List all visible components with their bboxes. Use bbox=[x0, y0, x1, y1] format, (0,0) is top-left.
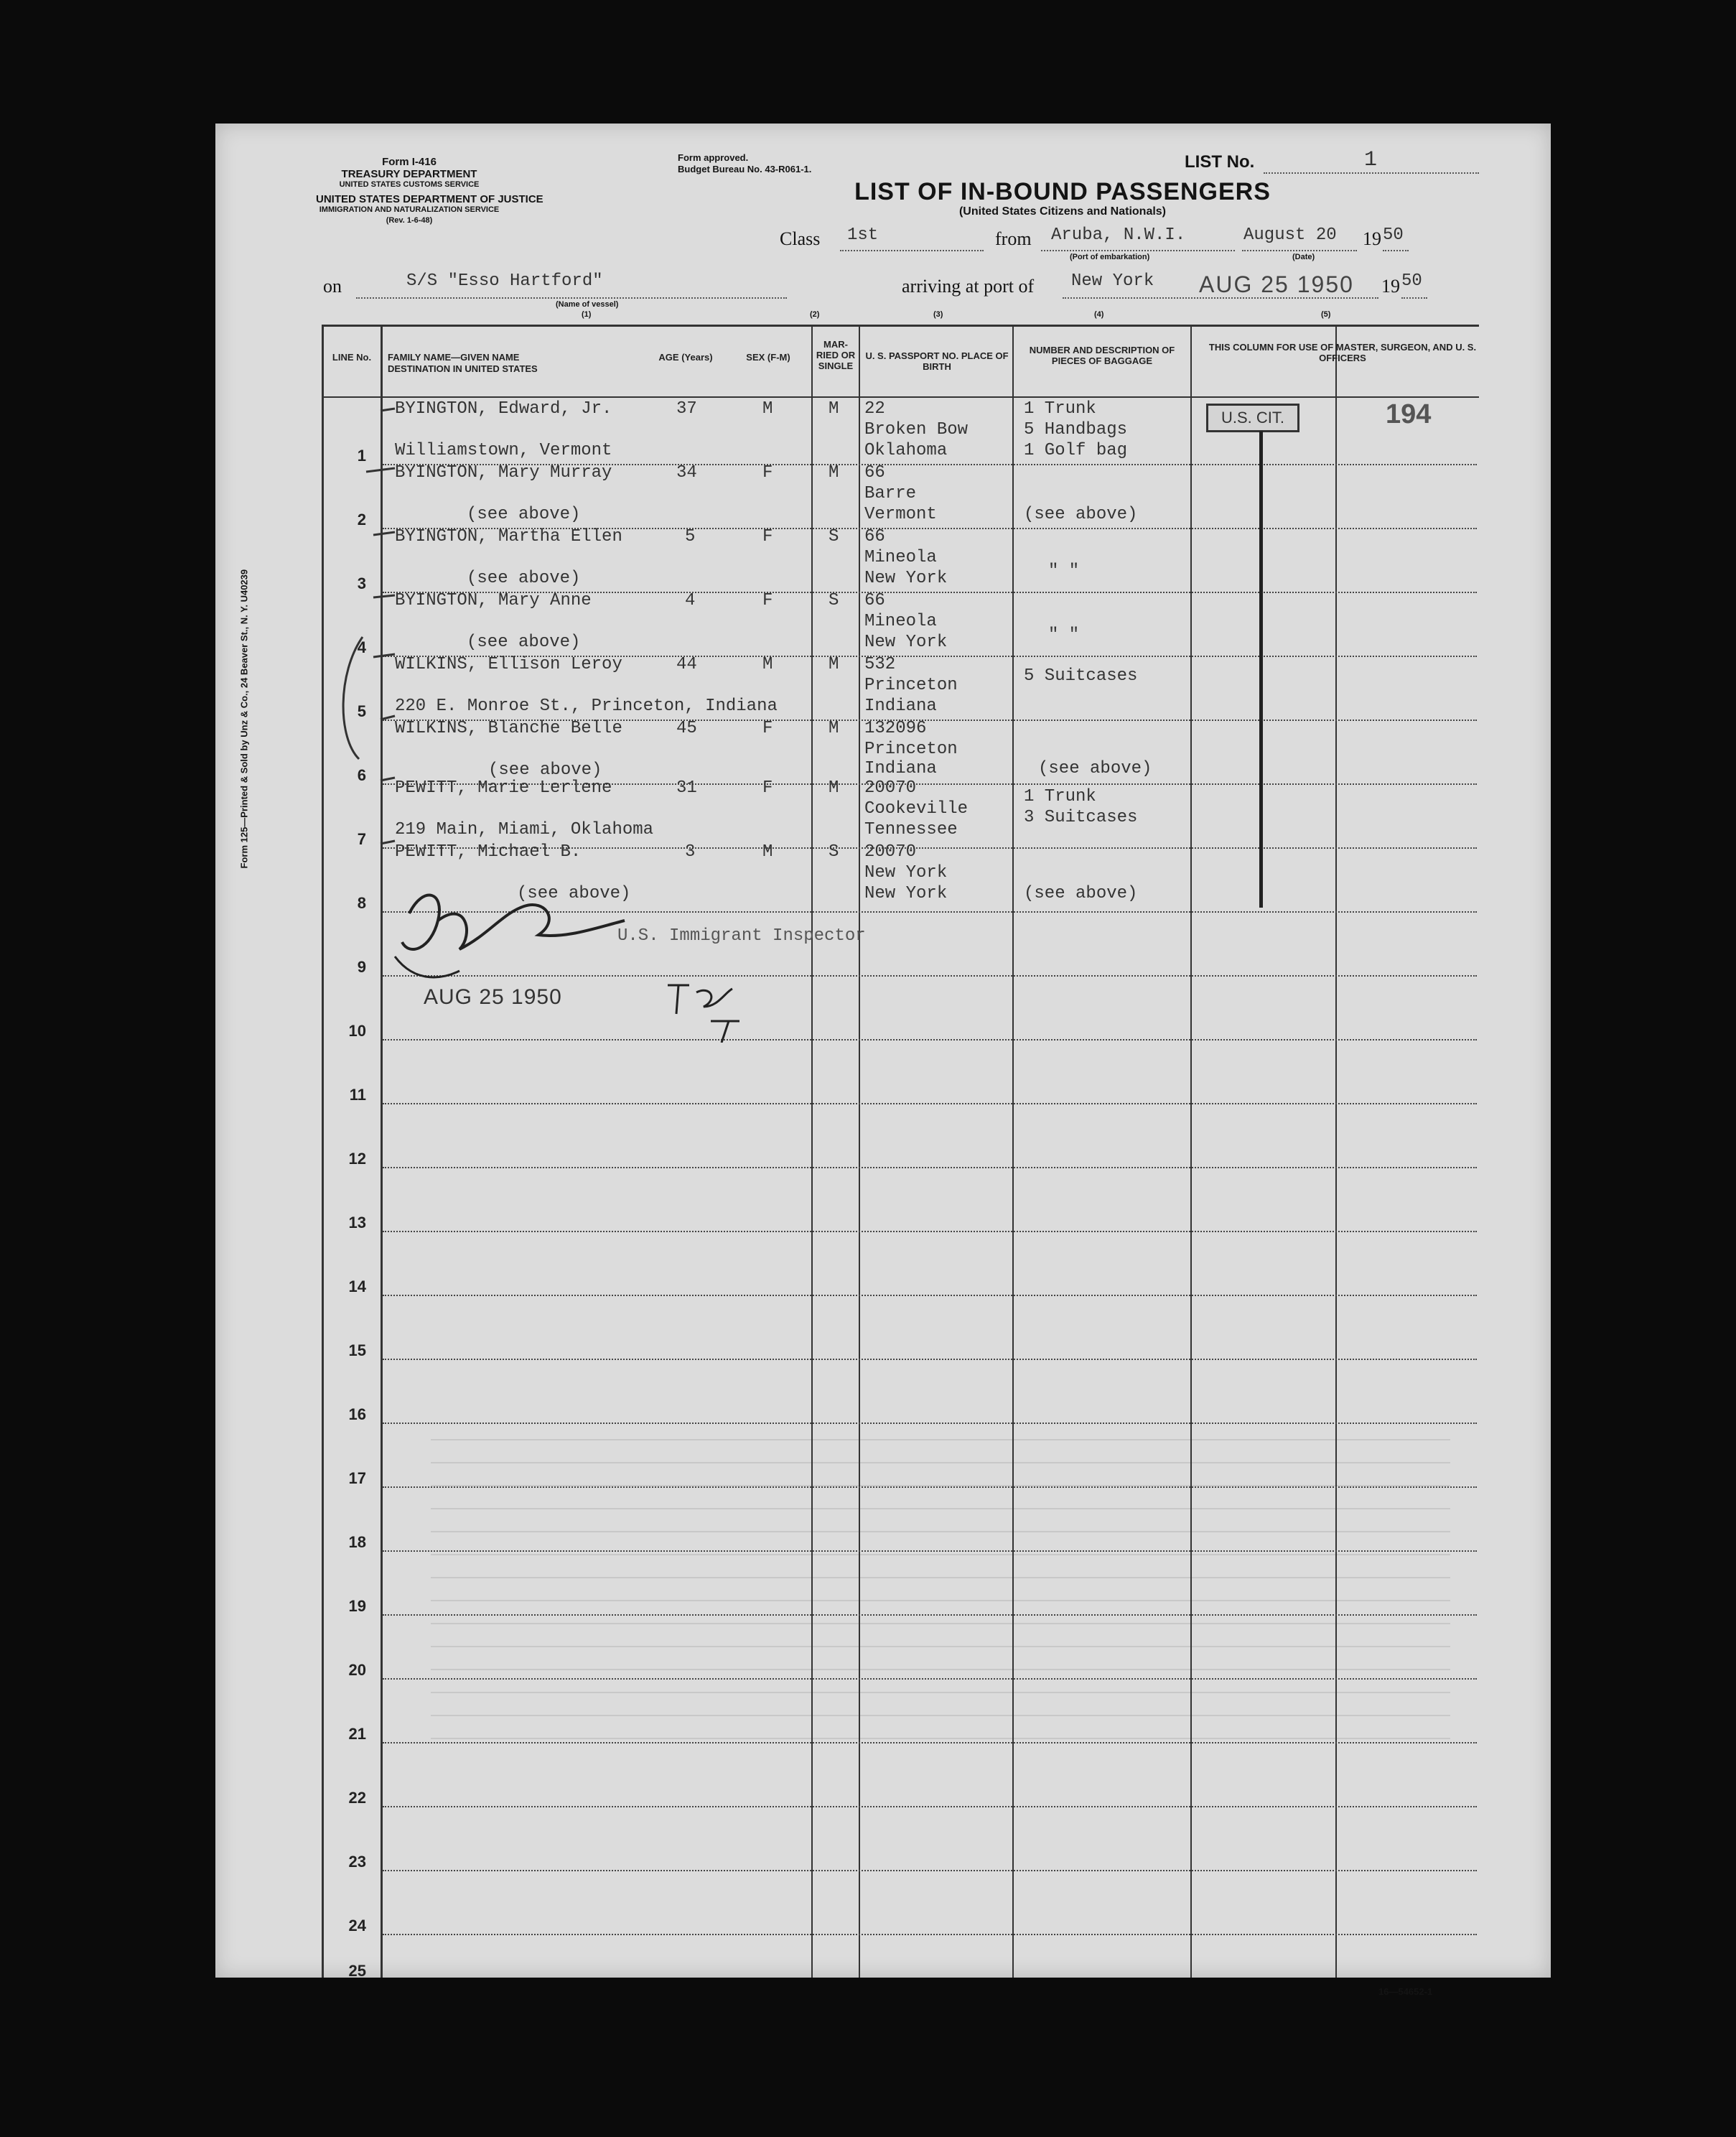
passenger-name: WILKINS, Blanche Belle bbox=[395, 719, 622, 738]
line-number: 24 bbox=[348, 1917, 366, 1935]
passenger-name: PEWITT, Marie Lerlene bbox=[395, 778, 612, 798]
passport-no: 532 bbox=[864, 655, 896, 674]
line-number: 23 bbox=[348, 1853, 366, 1871]
row-line bbox=[383, 1231, 1477, 1232]
line-number: 19 bbox=[348, 1597, 366, 1615]
line-number: 11 bbox=[349, 1086, 366, 1104]
passenger-destination: (see above) bbox=[467, 633, 581, 652]
line-number: 9 bbox=[357, 958, 366, 976]
arriving-label: arriving at port of bbox=[902, 276, 1035, 297]
from-field bbox=[1041, 225, 1235, 251]
footer-code: 16—54652-1 bbox=[1378, 1986, 1433, 1997]
arrival-field bbox=[1063, 271, 1378, 299]
passport-no: 20070 bbox=[864, 842, 917, 862]
passenger-sex: F bbox=[762, 463, 773, 483]
passenger-destination: Williamstown, Vermont bbox=[395, 441, 612, 460]
line-number: 12 bbox=[348, 1150, 366, 1168]
vessel-caption: (Name of vessel) bbox=[556, 300, 619, 309]
list-no-label: LIST No. bbox=[1185, 152, 1255, 172]
line-number: 21 bbox=[348, 1725, 366, 1743]
row-line bbox=[383, 1934, 1477, 1935]
passenger-name: BYINGTON, Edward, Jr. bbox=[395, 399, 612, 419]
passenger-destination: 220 E. Monroe St., Princeton, Indiana bbox=[395, 697, 778, 716]
passenger-sex: F bbox=[762, 719, 773, 738]
line-number: 3 bbox=[357, 574, 366, 592]
year-field bbox=[1383, 225, 1409, 251]
passenger-age: 31 bbox=[676, 778, 697, 798]
line-number: 4 bbox=[357, 638, 366, 656]
col-header-line: LINE No. bbox=[332, 352, 372, 363]
birth-place-city: Mineola bbox=[864, 548, 937, 567]
birth-place-city: Princeton bbox=[864, 676, 958, 695]
year-prefix: 19 bbox=[1363, 228, 1381, 249]
passenger-marital: S bbox=[829, 842, 839, 862]
passenger-name: PEWITT, Michael B. bbox=[395, 842, 582, 862]
justice-dept: UNITED STATES DEPARTMENT OF JUSTICE bbox=[316, 193, 543, 205]
birth-place-city: Mineola bbox=[864, 612, 937, 631]
line-number: 5 bbox=[357, 702, 366, 720]
passport-no: 22 bbox=[864, 399, 885, 419]
inspector-title: U.S. Immigrant Inspector bbox=[617, 926, 866, 946]
year2-value: 50 bbox=[1401, 271, 1422, 291]
col-num-1: (1) bbox=[582, 310, 592, 319]
row-line bbox=[383, 1167, 1477, 1168]
passenger-age: 3 bbox=[685, 842, 696, 862]
col-header-married: MAR- RIED OR SINGLE bbox=[816, 339, 856, 371]
passenger-marital: S bbox=[829, 591, 839, 610]
line-number: 8 bbox=[357, 894, 366, 912]
line-number: 18 bbox=[348, 1533, 366, 1551]
line-number: 20 bbox=[348, 1661, 366, 1679]
row-line bbox=[383, 1359, 1477, 1360]
passenger-age: 45 bbox=[676, 719, 697, 738]
row-line bbox=[383, 1806, 1477, 1807]
row-line bbox=[383, 1039, 1477, 1040]
on-label: on bbox=[323, 276, 342, 297]
baggage-line: 3 Suitcases bbox=[1024, 808, 1138, 827]
passenger-age: 37 bbox=[676, 399, 697, 419]
class-value: 1st bbox=[847, 225, 879, 245]
line-number: 14 bbox=[348, 1277, 366, 1295]
passenger-destination: (see above) bbox=[517, 884, 631, 903]
header-bottom-border bbox=[322, 396, 1479, 398]
passenger-destination: (see above) bbox=[467, 505, 581, 524]
line-number: 16 bbox=[348, 1405, 366, 1423]
col-header-passport: U. S. PASSPORT NO. PLACE OF BIRTH bbox=[865, 350, 1009, 372]
passenger-marital: S bbox=[829, 527, 839, 546]
passenger-marital: M bbox=[829, 399, 839, 419]
class-label: Class bbox=[780, 228, 821, 249]
col-num-3: (3) bbox=[933, 310, 943, 319]
birth-place-state: Oklahoma bbox=[864, 441, 948, 460]
date-value: August 20 bbox=[1243, 225, 1337, 245]
birth-place-city: Cookeville bbox=[864, 799, 969, 819]
baggage-line: 1 Golf bag bbox=[1024, 441, 1128, 460]
baggage-line: 5 Handbags bbox=[1024, 420, 1128, 439]
table-top-border bbox=[322, 325, 1479, 327]
passenger-name: BYINGTON, Mary Murray bbox=[395, 463, 612, 483]
line-number: 10 bbox=[348, 1022, 366, 1040]
budget-bureau: Budget Bureau No. 43-R061-1. bbox=[678, 164, 812, 174]
passenger-sex: F bbox=[762, 527, 773, 546]
line-number: 25 bbox=[348, 1962, 366, 1980]
passport-no: 66 bbox=[864, 527, 885, 546]
passenger-sex: F bbox=[762, 778, 773, 798]
from-value: Aruba, N.W.I. bbox=[1051, 225, 1186, 245]
list-no-value: 1 bbox=[1364, 148, 1378, 172]
port-embark-caption: (Port of embarkation) bbox=[1070, 253, 1150, 261]
year-value: 50 bbox=[1383, 225, 1404, 245]
passenger-age: 5 bbox=[685, 527, 696, 546]
passenger-sex: F bbox=[762, 591, 773, 610]
year2-prefix: 19 bbox=[1381, 276, 1400, 297]
baggage-line: (see above) bbox=[1024, 884, 1138, 903]
passenger-marital: M bbox=[829, 655, 839, 674]
list-no-field bbox=[1264, 148, 1479, 174]
birth-place-state: Tennessee bbox=[864, 820, 958, 839]
row-line bbox=[383, 1103, 1477, 1104]
form-title: LIST OF IN-BOUND PASSENGERS bbox=[854, 178, 1271, 205]
form-number: Form I-416 bbox=[382, 156, 437, 168]
baggage-line: (see above) bbox=[1038, 759, 1152, 778]
passenger-list-document bbox=[215, 124, 1551, 1997]
col-num-2: (2) bbox=[810, 310, 820, 319]
col-header-baggage: NUMBER AND DESCRIPTION OF PIECES OF BAGGAGE bbox=[1029, 345, 1175, 366]
line-number: 2 bbox=[357, 511, 366, 529]
birth-place-city: Broken Bow bbox=[864, 420, 969, 439]
passenger-sex: M bbox=[762, 655, 773, 674]
col-num-5: (5) bbox=[1321, 310, 1331, 319]
row-line bbox=[383, 1295, 1477, 1296]
col-header-age: AGE (Years) bbox=[658, 352, 713, 363]
birth-place-city: Princeton bbox=[864, 740, 958, 759]
line-number: 1 bbox=[357, 447, 366, 465]
birth-place-city: New York bbox=[864, 863, 948, 883]
passport-no: 66 bbox=[864, 463, 885, 483]
passenger-destination: 219 Main, Miami, Oklahoma bbox=[395, 820, 654, 839]
col-header-sex: SEX (F-M) bbox=[746, 352, 790, 363]
form-approved: Form approved. bbox=[678, 152, 749, 163]
baggage-line: (see above) bbox=[1024, 505, 1138, 524]
passenger-destination: (see above) bbox=[488, 760, 602, 780]
arrival-port: New York bbox=[1071, 271, 1154, 291]
bleed-through bbox=[431, 1423, 1450, 1761]
printer-imprint: Form 125—Printed & Sold by Unz & Co., 24 Beaver St., N. Y. U40239 bbox=[238, 569, 250, 869]
year2-field bbox=[1401, 271, 1427, 299]
line-number: 7 bbox=[357, 830, 366, 848]
line-number: 15 bbox=[348, 1341, 366, 1359]
customs-service: UNITED STATES CUSTOMS SERVICE bbox=[339, 180, 480, 189]
line-number: 13 bbox=[348, 1214, 366, 1232]
passenger-marital: M bbox=[829, 778, 839, 798]
baggage-ditto: " " bbox=[1048, 625, 1080, 645]
date-caption: (Date) bbox=[1292, 253, 1315, 261]
col-num-4: (4) bbox=[1094, 310, 1104, 319]
birth-place-state: Indiana bbox=[864, 697, 937, 716]
baggage-ditto: " " bbox=[1048, 562, 1080, 581]
from-label: from bbox=[995, 228, 1032, 249]
vessel-field bbox=[356, 271, 787, 299]
passenger-marital: M bbox=[829, 719, 839, 738]
handwritten-check-marks bbox=[323, 400, 402, 917]
passenger-age: 4 bbox=[685, 591, 696, 610]
birth-place-state: Vermont bbox=[864, 505, 937, 524]
passenger-sex: M bbox=[762, 842, 773, 862]
passenger-marital: M bbox=[829, 463, 839, 483]
vessel-value: S/S "Esso Hartford" bbox=[406, 271, 603, 291]
baggage-line: 1 Trunk bbox=[1024, 787, 1096, 806]
count-number: 194 bbox=[1386, 399, 1432, 429]
bracket-line bbox=[1259, 431, 1263, 908]
birth-place-state: Indiana bbox=[864, 759, 937, 778]
birth-place-state: New York bbox=[864, 884, 948, 903]
form-subtitle: (United States Citizens and Nationals) bbox=[958, 205, 1167, 218]
row-line bbox=[383, 1870, 1477, 1871]
inspection-date-stamp: AUG 25 1950 bbox=[424, 985, 562, 1009]
passenger-age: 44 bbox=[676, 655, 697, 674]
arrival-date-stamp: AUG 25 1950 bbox=[1199, 271, 1354, 297]
col-header-name: FAMILY NAME—GIVEN NAME bbox=[388, 352, 520, 363]
passport-no: 132096 bbox=[864, 719, 927, 738]
passenger-name: BYINGTON, Martha Ellen bbox=[395, 527, 622, 546]
line-number: 17 bbox=[348, 1469, 366, 1487]
form-revision: (Rev. 1-6-48) bbox=[386, 216, 433, 225]
inspector-initials bbox=[661, 971, 747, 1043]
baggage-line: 1 Trunk bbox=[1024, 399, 1096, 419]
passenger-age: 34 bbox=[676, 463, 697, 483]
passport-no: 66 bbox=[864, 591, 885, 610]
passenger-name: WILKINS, Ellison Leroy bbox=[395, 655, 622, 674]
passenger-destination: (see above) bbox=[467, 569, 581, 588]
class-field bbox=[840, 225, 984, 251]
col-header-officers: THIS COLUMN FOR USE OF MASTER, SURGEON, AND U. S. OFFICERS bbox=[1208, 342, 1477, 363]
us-cit-stamp: U.S. CIT. bbox=[1206, 404, 1299, 432]
line-number: 6 bbox=[357, 766, 366, 784]
col-header-dest: DESTINATION IN UNITED STATES bbox=[388, 363, 538, 374]
passport-no: 20070 bbox=[864, 778, 917, 798]
passenger-sex: M bbox=[762, 399, 773, 419]
date-field bbox=[1242, 225, 1357, 251]
birth-place-state: New York bbox=[864, 633, 948, 652]
passenger-name: BYINGTON, Mary Anne bbox=[395, 591, 592, 610]
line-number: 22 bbox=[348, 1789, 366, 1807]
birth-place-state: New York bbox=[864, 569, 948, 588]
treasury-dept: TREASURY DEPARTMENT bbox=[341, 168, 477, 180]
baggage-line: 5 Suitcases bbox=[1024, 666, 1138, 686]
birth-place-city: Barre bbox=[864, 484, 917, 503]
ins-service: IMMIGRATION AND NATURALIZATION SERVICE bbox=[319, 205, 500, 214]
